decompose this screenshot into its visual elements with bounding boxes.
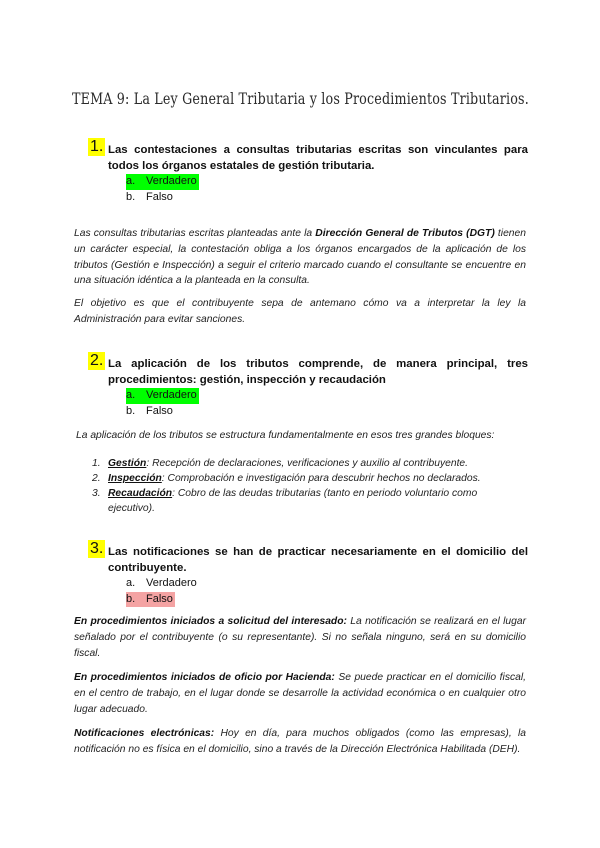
- list-item: 1. Gestión: Recepción de declaraciones, verificaciones y auxilio al contribuyente.: [92, 458, 469, 469]
- option-b: b. Falso: [126, 592, 528, 608]
- option-label: Verdadero: [146, 175, 197, 187]
- question-text: La aplicación de los tributos comprende, de manera principal, tres procedimientos: gestión, inspección y recaudación: [108, 358, 528, 386]
- explanation-paragraph: Las consultas tributarias escritas planteadas ante la Dirección General de Tributos (DGT) tienen un carácter especial, la contestación obliga a los órganos encargados de la aplicación de los tributos (Gestión e Inspección) a seguir el criterio marcado cuando el consultante se encuentre en una situación idéntica a la planteada en la consulta.: [74, 228, 526, 287]
- option-label: Falso: [146, 404, 173, 417]
- question-text: Las contestaciones a consultas tributarias escritas son vinculantes para todos los órganos estatales de gestión tributaria.: [108, 144, 528, 172]
- procedures-list: [92, 456, 522, 516]
- list-item: 3. Recaudación: Cobro de las deudas tributarias (tanto en periodo voluntario como ejecutivo).: [92, 488, 478, 514]
- option-a: a. Verdadero: [126, 576, 528, 592]
- question-number: 3.: [90, 540, 104, 557]
- option-label: Falso: [146, 190, 173, 203]
- explanation-paragraph: En procedimientos iniciados a solicitud del interesado: La notificación se realizará en el lugar señalado por el contribuyente (o su representante). Si no señala ninguno, será en su domicilio fiscal.: [74, 616, 526, 659]
- options-list: [126, 174, 528, 205]
- page-title: TEMA 9: La Ley General Tributaria y los Procedimientos Tributarios.: [72, 90, 529, 108]
- option-a: a. Verdadero: [126, 174, 528, 190]
- question-text: Las notificaciones se han de practicar necesariamente en el domicilio del contribuyente.: [108, 546, 528, 574]
- option-label: Falso: [146, 592, 173, 605]
- question-number: 1.: [90, 138, 104, 155]
- option-label: Verdadero: [146, 389, 197, 401]
- options-list: [126, 388, 528, 419]
- option-b: b. Falso: [126, 404, 528, 420]
- explanation-paragraph: El objetivo es que el contribuyente sepa de antemano cómo va a interpretar la ley la Administración para evitar sanciones.: [74, 298, 526, 325]
- question-3: [88, 540, 528, 607]
- question-2: [88, 352, 528, 419]
- option-label: Verdadero: [146, 577, 197, 589]
- question-number: 2.: [90, 352, 104, 369]
- option-b: b. Falso: [126, 190, 528, 206]
- explanation-paragraph: Notificaciones electrónicas: Hoy en día, para muchos obligados (como las empresas), la notificación no es física en el domicilio, sino a través de la Dirección Electrónica Habilitada (DEH).: [74, 728, 526, 755]
- option-a: a. Verdadero: [126, 388, 528, 404]
- explanation-paragraph: En procedimientos iniciados de oficio por Hacienda: Se puede practicar en el domicilio fiscal, en el centro de trabajo, en el lugar donde se desarrolle la actividad económica o en cualquier otro lugar adecuado.: [74, 672, 526, 715]
- options-list: [126, 576, 528, 607]
- list-item: 2. Inspección: Comprobación e investigación para descubrir hechos no declarados.: [92, 473, 481, 484]
- question-1: [88, 138, 528, 205]
- explanation-paragraph: La aplicación de los tributos se estructura fundamentalmente en esos tres grandes bloques:: [76, 430, 495, 441]
